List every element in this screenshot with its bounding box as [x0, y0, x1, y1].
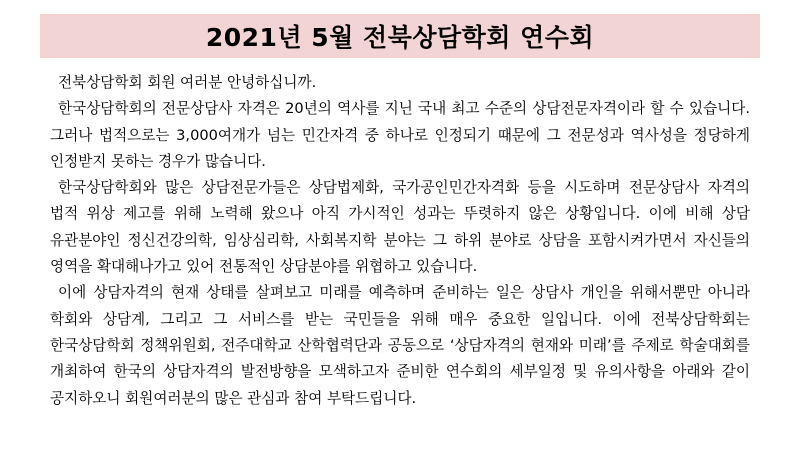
document-body: [50, 70, 750, 412]
title-banner: [40, 14, 760, 58]
paragraph-greeting: 전북상담학회 회원 여러분 안녕하십니까.: [58, 74, 317, 91]
paragraph-legal-efforts: 한국상담학회와 많은 상담전문가들은 상담법제화, 국가공인민간자격화 등을 시도하며 전문상담사 자격의 법적 위상 제고를 위해 노력해 왔으나 아직 가시적인 성과는 뚜렷하지 않은 상황입니다. 이에 비해 상담 유관분야인 정신건강의학, 임상심리학, 사회복지학 분야는 그 하위 분야로 상담을 포함시켜가면서 자신들의 영역을 확대해나가고 있어 전통적인 상담분야를 위협하고 있습니다.: [50, 179, 750, 276]
page-title: 2021년 5월 전북상담학회 연수회: [205, 23, 595, 52]
paragraph-workshop-announcement: 이에 상담자격의 현재 상태를 살펴보고 미래를 예측하며 준비하는 일은 상담사 개인을 위해서뿐만 아니라 학회와 상담계, 그리고 그 서비스를 받는 국민들을 위해 매우 중요한 일입니다. 이에 전북상담학회는 한국상담학회 정책위원회, 전주대학교 산학협력단과 공동으로 ‘상담자격의 현재와 미래’를 주제로 학술대회를 개최하여 한국의 상담자격의 발전방향을 모색하고자 준비한 연수회의 세부일정 및 유의사항을 아래와 같이 공지하오니 회원여러분의 많은 관심과 참여 부탁드립니다.: [50, 284, 750, 407]
paragraph-certification-status: 한국상담학회의 전문상담사 자격은 20년의 역사를 지닌 국내 최고 수준의 상담전문자격이라 할 수 있습니다. 그러나 법적으로는 3,000여개가 넘는 민간자격 중 하나로 인정되기 때문에 그 전문성과 역사성을 정당하게 인정받지 못하는 경우가 많습니다.: [50, 100, 750, 170]
